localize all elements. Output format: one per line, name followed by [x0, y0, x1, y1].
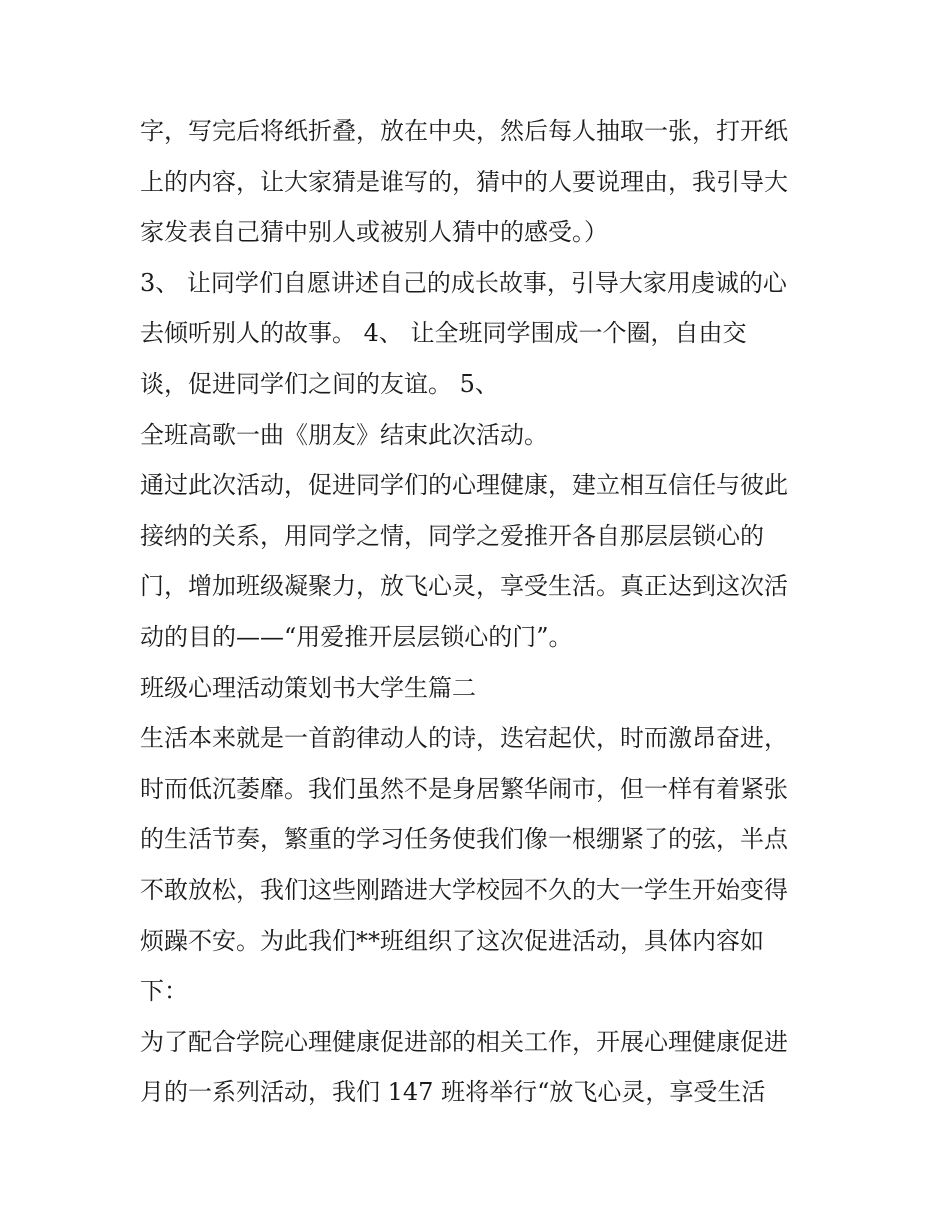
text-line: 时而低沉萎靡。我们虽然不是身居繁华闹市，但一样有着紧张: [140, 774, 788, 803]
text-line: 谈，促进同学们之间的友谊。 5、: [140, 369, 499, 398]
text-line: 上的内容，让大家猜是谁写的，猜中的人要说理由，我引导大: [140, 167, 788, 196]
text-line: 下：: [140, 977, 188, 1006]
text-line: 生活本来就是一首韵律动人的诗，迭宕起伏，时而激昂奋进，: [140, 724, 788, 753]
text-line: 接纳的关系，用同学之情，同学之爱推开各自那层层锁心的: [140, 521, 764, 550]
section-heading: 班级心理活动策划书大学生篇二: [140, 673, 476, 702]
document-body: [140, 106, 830, 1118]
text-line: 门，增加班级凝聚力，放飞心灵，享受生活。真正达到这次活: [140, 572, 788, 601]
text-line: 通过此次活动，促进同学们的心理健康，建立相互信任与彼此: [140, 471, 788, 500]
text-line: 动的目的——“用爱推开层层锁心的门”。: [140, 622, 573, 651]
text-line: 字，写完后将纸折叠，放在中央，然后每人抽取一张，打开纸: [140, 117, 788, 145]
text-line: 家发表自己猜中别人或被别人猜中的感受。）: [140, 218, 608, 247]
text-line: 烦躁不安。为此我们**班组织了这次促进活动，具体内容如: [140, 926, 764, 955]
text-line: 的生活节奏，繁重的学习任务使我们像一根绷紧了的弦，半点: [140, 825, 788, 854]
text-line: 为了配合学院心理健康促进部的相关工作，开展心理健康促进: [140, 1027, 788, 1056]
text-line: 不敢放松，我们这些刚踏进大学校园不久的大一学生开始变得: [140, 875, 788, 904]
text-line: 去倾听别人的故事。 4、 让全班同学围成一个圈，自由交: [140, 319, 747, 348]
text-line: 全班高歌一曲《朋友》结束此次活动。: [140, 420, 548, 449]
text-line: 3、 让同学们自愿讲述自己的成长故事，引导大家用虔诚的心: [140, 268, 787, 297]
text-line: 月的一系列活动，我们 147 班将举行“放飞心灵，享受生活: [140, 1078, 766, 1107]
